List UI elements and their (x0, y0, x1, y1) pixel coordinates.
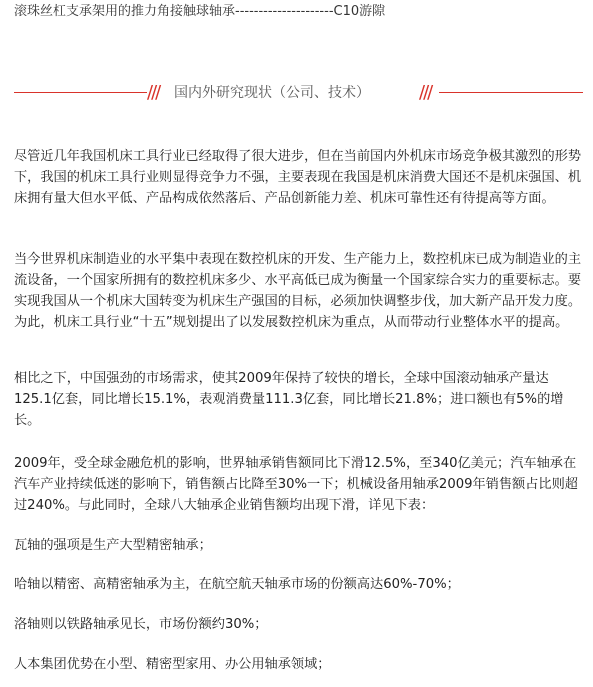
slash-decoration-left: /// (147, 82, 160, 103)
paragraph-hazhou: 哈轴以精密、高精密轴承为主，在航空航天轴承市场的份额高达60%-70%； (14, 577, 460, 592)
paragraph-industry-status: 尽管近几年我国机床工具行业已经取得了很大进步，但在当前国内外机床市场竞争极其激烈的形势下，我国的机床工具行业则显得竞争力不强，主要表现在我国是机床消费大国还不是机床强国、机床拥有量大但水平低、产品构成依然落后、产品创新能力差、机床可靠性还有待提高等方面。 (14, 149, 582, 206)
section-header (14, 82, 583, 104)
header-divider-right (439, 92, 583, 93)
paragraph-renben: 人本集团优势在小型、精密型家用、办公用轴承领域； (14, 657, 331, 672)
paragraph-cnc-level: 当今世界机床制造业的水平集中表现在数控机床的开发、生产能力上，数控机床已成为制造业的主流设备，一个国家所拥有的数控机床多少、水平高低已成为衡量一个国家综合实力的重要标志。要实现我国从一个机床大国转变为机床生产强国的目标，必须加快调整步伐，加大新产品开发力度。为此，机床工具行业“十五”规划提出了以发展数控机床为重点，从而带动行业整体水平的提高。 (14, 252, 582, 330)
header-divider-left (14, 92, 147, 93)
paragraph-2009-crisis: 2009年，受全球金融危机的影响，世界轴承销售额同比下滑12.5%，至340亿美元；汽车轴承在汽车产业持续低迷的影响下，销售额占比降至30%一下；机械设备用轴承2009年销售额占比则超过240%。与此同时，全球八大轴承企业销售额均出现下滑，详见下表： (14, 456, 578, 513)
product-title-line: 滚珠丝杠支承架用的推力角接触球轴承---------------------C10游隙 (14, 4, 386, 19)
slash-decoration-right: /// (419, 82, 432, 103)
section-title: 国内外研究现状（公司、技术） (174, 85, 370, 101)
paragraph-china-demand: 相比之下，中国强劲的市场需求，使其2009年保持了较快的增长，全球中国滚动轴承产量达125.1亿套，同比增长15.1%，表观消费量111.3亿套，同比增长21.8%；进口额也有5%的增长。 (14, 371, 564, 428)
paragraph-luozhou: 洛轴则以铁路轴承见长，市场份额约30%； (14, 617, 268, 632)
paragraph-wazhou: 瓦轴的强项是生产大型精密轴承； (14, 538, 212, 553)
